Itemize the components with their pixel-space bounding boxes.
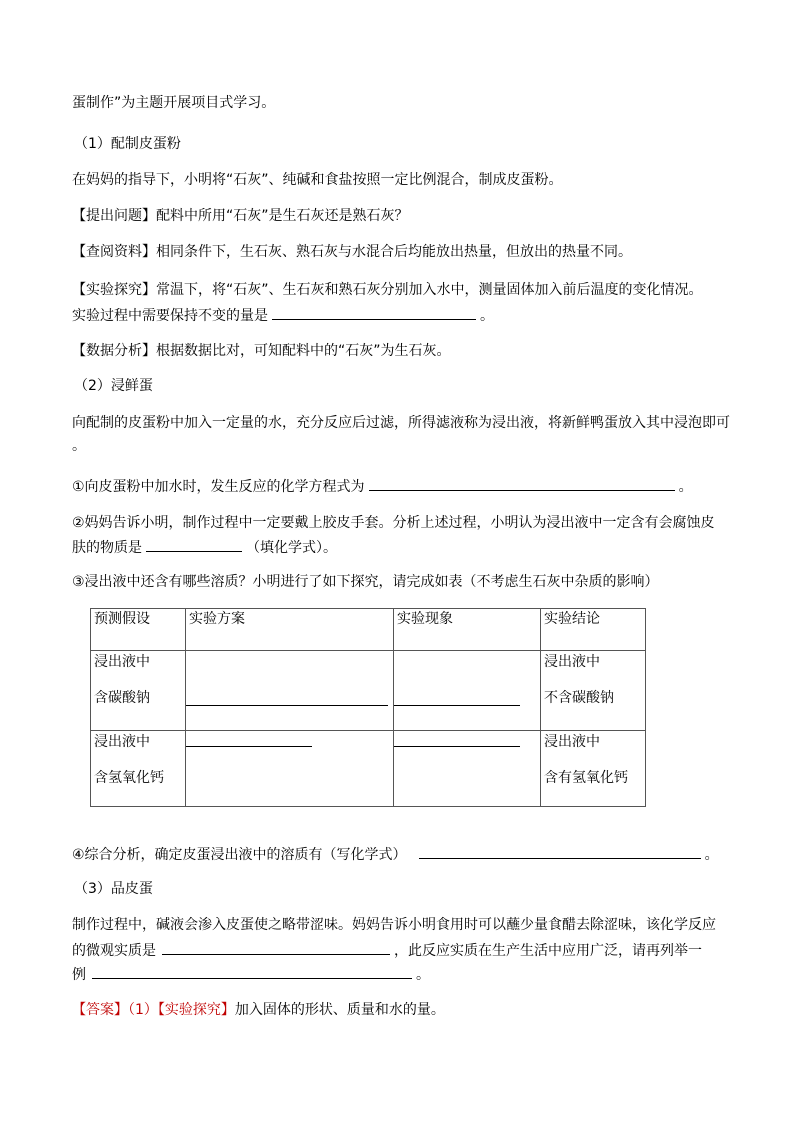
answer-blank-3[interactable] (146, 536, 242, 552)
text-line-10: 制作过程中，碱液会渗入皮蛋使之略带涩味。妈妈告诉小明食用时可以蘸少量食醋去除涩味，该化学反应 (72, 917, 716, 933)
text-line-7: 【数据分析】根据数据比对，可知配料中的“石灰”为生石灰。 (72, 343, 451, 359)
section-1-heading: （1）配制皮蛋粉 (74, 136, 181, 152)
answer-blank-4[interactable] (186, 705, 388, 706)
row2-conclusion-line-2: 含有氢氧化钙 (544, 770, 628, 786)
answer-blank-5[interactable] (394, 705, 520, 706)
text-line-8: 向配制的皮蛋粉中加入一定量的水，充分反应后过滤，所得滤液称为浸出液，将新鲜鸭蛋放入其中浸泡即可 (72, 415, 730, 431)
text-line-12-suffix: 。 (416, 967, 430, 983)
text-line-6-suffix: 。 (480, 308, 494, 324)
table-cell-phenomenon (394, 731, 541, 807)
row2-hypothesis-line-2: 含氢氧化钙 (94, 770, 164, 786)
answer-blank-7[interactable] (394, 746, 520, 747)
question-3: ③浸出液中还含有哪些溶质？小明进行了如下探究，请完成如表（不考虑生石灰中杂质的影响） (72, 574, 659, 590)
table-header-row (91, 609, 646, 651)
row1-conclusion-line-2: 不含碳酸钠 (544, 690, 614, 706)
row1-hypothesis-line-2: 含碳酸钠 (94, 690, 150, 706)
table-header-cell: 预测假设 (91, 609, 186, 651)
text-line-1: 蛋制作”为主题开展项目式学习。 (72, 95, 276, 111)
answer-blank-9[interactable] (162, 939, 390, 955)
table-cell-conclusion (541, 731, 646, 807)
table-header-cell: 实验方案 (186, 609, 394, 651)
row2-conclusion-line-1: 浸出液中 (544, 734, 600, 750)
table-header-cell: 实验结论 (541, 609, 646, 651)
question-1 (72, 475, 693, 497)
answer-blank-6[interactable] (186, 746, 312, 747)
answer-blank-1[interactable] (272, 304, 476, 320)
answer-blank-10[interactable] (92, 963, 412, 979)
question-1-prefix: ①向皮蛋粉中加水时，发生反应的化学方程式为 (72, 479, 365, 495)
row1-hypothesis-line-1: 浸出液中 (94, 654, 150, 670)
text-line-6-prefix: 实验过程中需要保持不变的量是 (72, 308, 268, 324)
text-line-11-prefix: 的微观实质是 (72, 943, 156, 959)
table-cell-hypothesis (91, 651, 186, 731)
section-2-heading: （2）浸鲜蛋 (74, 378, 153, 394)
question-2-suffix: （填化学式）。 (246, 540, 337, 556)
text-line-2: 在妈妈的指导下，小明将“石灰”、纯碱和食盐按照一定比例混合，制成皮蛋粉。 (72, 172, 563, 188)
text-line-6 (72, 304, 494, 326)
question-2-prefix: 肤的物质是 (72, 540, 142, 556)
text-line-11-suffix: ，此反应实质在生产生活中应用广泛，请再列举一 (394, 943, 702, 959)
question-1-suffix: 。 (678, 479, 693, 495)
text-line-5: 【实验探究】常温下，将“石灰”、生石灰和熟石灰分别加入水中，测量固体加入前后温度的变化情况。 (72, 282, 703, 298)
text-line-12 (72, 963, 430, 985)
section-3-heading: （3）品皮蛋 (74, 881, 153, 897)
answer-blank-2[interactable] (369, 475, 675, 491)
answer-text: 加入固体的形状、质量和水的量。 (234, 1002, 445, 1018)
question-4-prefix: ④综合分析，确定皮蛋浸出液中的溶质有（写化学式） (72, 847, 407, 863)
table-cell-conclusion (541, 651, 646, 731)
question-2-line-1: ②妈妈告诉小明，制作过程中一定要戴上胶皮手套。分析上述过程，小明认为浸出液中一定含有会腐蚀皮 (72, 515, 715, 531)
text-line-4: 【查阅资料】相同条件下，生石灰、熟石灰与水混合后均能放出热量，但放出的热量不同。 (72, 244, 632, 260)
question-4 (72, 843, 719, 865)
table-cell-phenomenon (394, 651, 541, 731)
table-row (91, 731, 646, 807)
text-line-12-prefix: 例 (72, 967, 86, 983)
row2-hypothesis-line-1: 浸出液中 (94, 734, 150, 750)
table-cell-plan (186, 651, 394, 731)
experiment-table (90, 608, 646, 807)
text-line-3: 【提出问题】配料中所用“石灰”是生石灰还是熟石灰？ (72, 208, 409, 224)
answer-line (72, 1000, 445, 1020)
table-row (91, 651, 646, 731)
question-4-suffix: 。 (704, 847, 719, 863)
table-cell-hypothesis (91, 731, 186, 807)
table-cell-plan (186, 731, 394, 807)
text-line-11 (72, 939, 702, 961)
row1-conclusion-line-1: 浸出液中 (544, 654, 600, 670)
table-header-cell: 实验现象 (394, 609, 541, 651)
answer-label: 【答案】（1）【实验探究】 (72, 1002, 235, 1018)
question-2-line-2 (72, 536, 337, 558)
text-line-9: 。 (72, 438, 86, 454)
answer-blank-8[interactable] (419, 843, 701, 859)
